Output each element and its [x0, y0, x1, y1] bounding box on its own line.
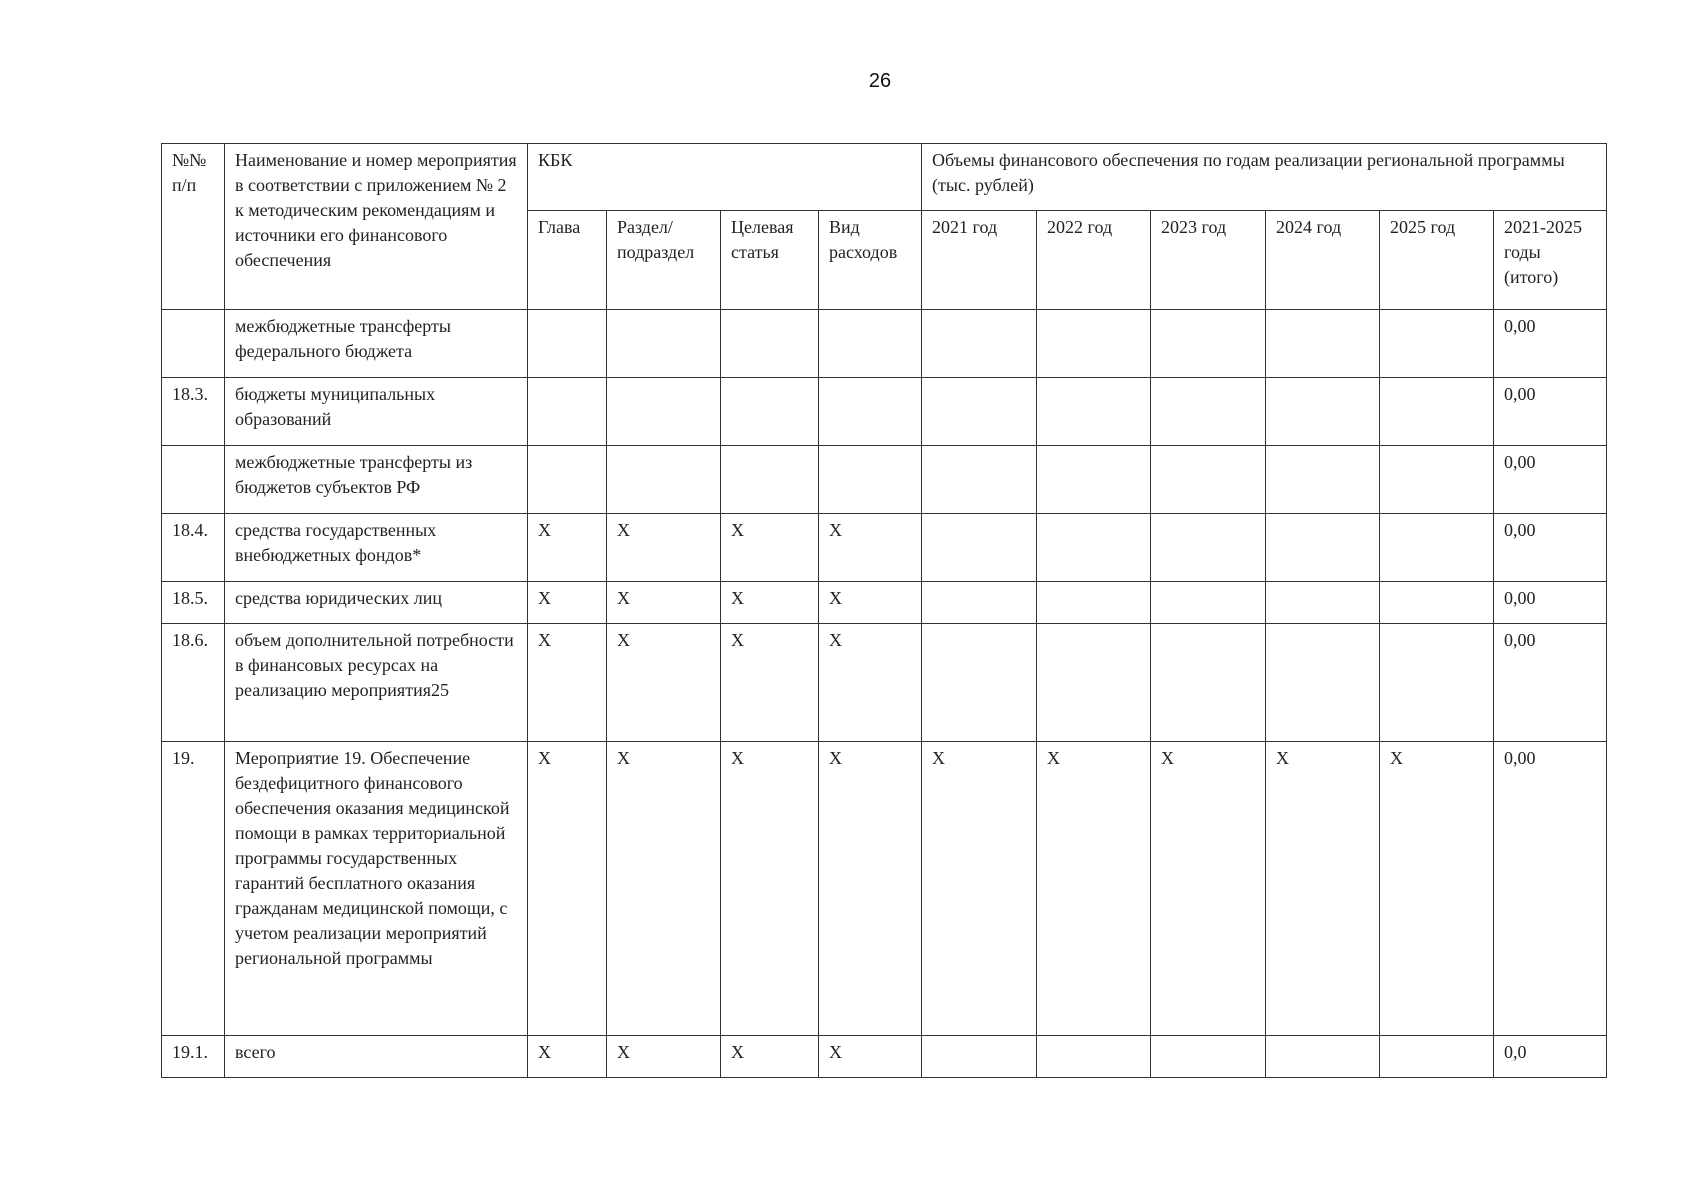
row-cell [1151, 378, 1266, 446]
row-cell [819, 310, 922, 378]
row-cell [1380, 514, 1494, 582]
row-cell [1037, 1036, 1151, 1078]
table-row [162, 742, 1607, 1036]
row-cell [721, 378, 819, 446]
header-kbk: КБК [528, 144, 922, 211]
row-cell [819, 378, 922, 446]
row-cell [721, 310, 819, 378]
header-year-col: 2023 год [1151, 211, 1266, 310]
row-cell: X [721, 582, 819, 624]
row-cell [607, 378, 721, 446]
row-cell: X [1037, 742, 1151, 1036]
row-num: 18.4. [162, 514, 225, 582]
header-kbk-col: Вид расходов [819, 211, 922, 310]
row-cell: X [528, 582, 607, 624]
row-cell [1151, 310, 1266, 378]
row-name: средства государственных внебюджетных фондов* [225, 514, 528, 582]
row-num: 19.1. [162, 1036, 225, 1078]
row-cell [1266, 1036, 1380, 1078]
row-cell: X [1380, 742, 1494, 1036]
row-cell [528, 310, 607, 378]
header-kbk-col: Глава [528, 211, 607, 310]
row-cell: X [607, 1036, 721, 1078]
row-cell: X [528, 514, 607, 582]
header-year-col: 2025 год [1380, 211, 1494, 310]
row-cell: X [1151, 742, 1266, 1036]
row-cell: X [721, 514, 819, 582]
header-name: Наименование и номер мероприятия в соответствии с приложением № 2 к методическим рекомендациям и источники его финансового обеспечения [225, 144, 528, 310]
header-kbk-col: Целевая статья [721, 211, 819, 310]
row-cell: X [819, 582, 922, 624]
row-cell [1380, 310, 1494, 378]
row-cell [1037, 378, 1151, 446]
row-name: объем дополнительной потребности в финансовых ресурсах на реализацию мероприятия25 [225, 624, 528, 742]
row-cell: X [819, 1036, 922, 1078]
row-num [162, 446, 225, 514]
row-cell: X [819, 624, 922, 742]
row-cell [721, 446, 819, 514]
row-cell [607, 310, 721, 378]
header-kbk-col: Раздел/ подраздел [607, 211, 721, 310]
row-total: 0,00 [1494, 378, 1607, 446]
row-name: всего [225, 1036, 528, 1078]
row-cell [1266, 310, 1380, 378]
row-cell [1380, 582, 1494, 624]
row-cell [1266, 624, 1380, 742]
row-name: бюджеты муниципальных образований [225, 378, 528, 446]
financing-table [161, 143, 1607, 1078]
row-cell [528, 446, 607, 514]
row-cell: X [721, 624, 819, 742]
table-row [162, 378, 1607, 446]
page-number: 26 [868, 70, 892, 92]
row-cell: X [721, 1036, 819, 1078]
row-cell [1151, 582, 1266, 624]
table-row [162, 1036, 1607, 1078]
table-row [162, 514, 1607, 582]
table-row [162, 582, 1607, 624]
row-cell: X [528, 742, 607, 1036]
row-cell [1380, 1036, 1494, 1078]
header-year-col: 2022 год [1037, 211, 1151, 310]
row-cell: X [607, 742, 721, 1036]
row-cell [1037, 446, 1151, 514]
row-cell [1266, 446, 1380, 514]
row-num: 19. [162, 742, 225, 1036]
row-cell [1266, 514, 1380, 582]
row-cell [1037, 514, 1151, 582]
row-cell [1380, 378, 1494, 446]
row-cell: X [721, 742, 819, 1036]
row-cell [1266, 378, 1380, 446]
row-cell: X [607, 624, 721, 742]
row-total: 0,00 [1494, 514, 1607, 582]
row-cell [1380, 624, 1494, 742]
row-total: 0,0 [1494, 1036, 1607, 1078]
row-cell [1151, 1036, 1266, 1078]
row-cell: X [1266, 742, 1380, 1036]
row-cell [1266, 582, 1380, 624]
row-cell: X [819, 514, 922, 582]
row-total: 0,00 [1494, 624, 1607, 742]
row-cell: X [922, 742, 1037, 1036]
row-num: 18.5. [162, 582, 225, 624]
row-cell: X [528, 624, 607, 742]
row-cell [922, 378, 1037, 446]
header-year-col: 2021 год [922, 211, 1037, 310]
row-num [162, 310, 225, 378]
row-cell [922, 582, 1037, 624]
header-year-col: 2021-2025 годы (итого) [1494, 211, 1607, 310]
row-cell [1037, 624, 1151, 742]
row-cell [922, 624, 1037, 742]
row-name: межбюджетные трансферты из бюджетов субъектов РФ [225, 446, 528, 514]
table-row [162, 624, 1607, 742]
row-cell [1380, 446, 1494, 514]
row-cell: X [607, 514, 721, 582]
row-cell [1037, 310, 1151, 378]
row-total: 0,00 [1494, 446, 1607, 514]
row-cell [922, 514, 1037, 582]
row-cell [528, 378, 607, 446]
row-total: 0,00 [1494, 310, 1607, 378]
row-cell [922, 446, 1037, 514]
header-num: №№ п/п [162, 144, 225, 310]
row-name: Мероприятие 19. Обеспечение бездефицитного финансового обеспечения оказания медицинской помощи в рамках территориальной программы государственных гарантий бесплатного оказания гражданам медицинской помощи, с учетом реализации мероприятий региональной программы [225, 742, 528, 1036]
row-num: 18.3. [162, 378, 225, 446]
table-row [162, 446, 1607, 514]
row-cell [922, 1036, 1037, 1078]
row-cell [819, 446, 922, 514]
row-cell [607, 446, 721, 514]
header-year-col: 2024 год [1266, 211, 1380, 310]
row-name: средства юридических лиц [225, 582, 528, 624]
header-volumes: Объемы финансового обеспечения по годам реализации региональной программы (тыс. рублей) [922, 144, 1607, 211]
row-total: 0,00 [1494, 742, 1607, 1036]
row-cell [1037, 582, 1151, 624]
row-cell [1151, 514, 1266, 582]
row-cell: X [819, 742, 922, 1036]
row-cell [922, 310, 1037, 378]
row-num: 18.6. [162, 624, 225, 742]
row-total: 0,00 [1494, 582, 1607, 624]
row-cell: X [607, 582, 721, 624]
row-name: межбюджетные трансферты федерального бюджета [225, 310, 528, 378]
row-cell [1151, 446, 1266, 514]
row-cell [1151, 624, 1266, 742]
table-row [162, 310, 1607, 378]
row-cell: X [528, 1036, 607, 1078]
